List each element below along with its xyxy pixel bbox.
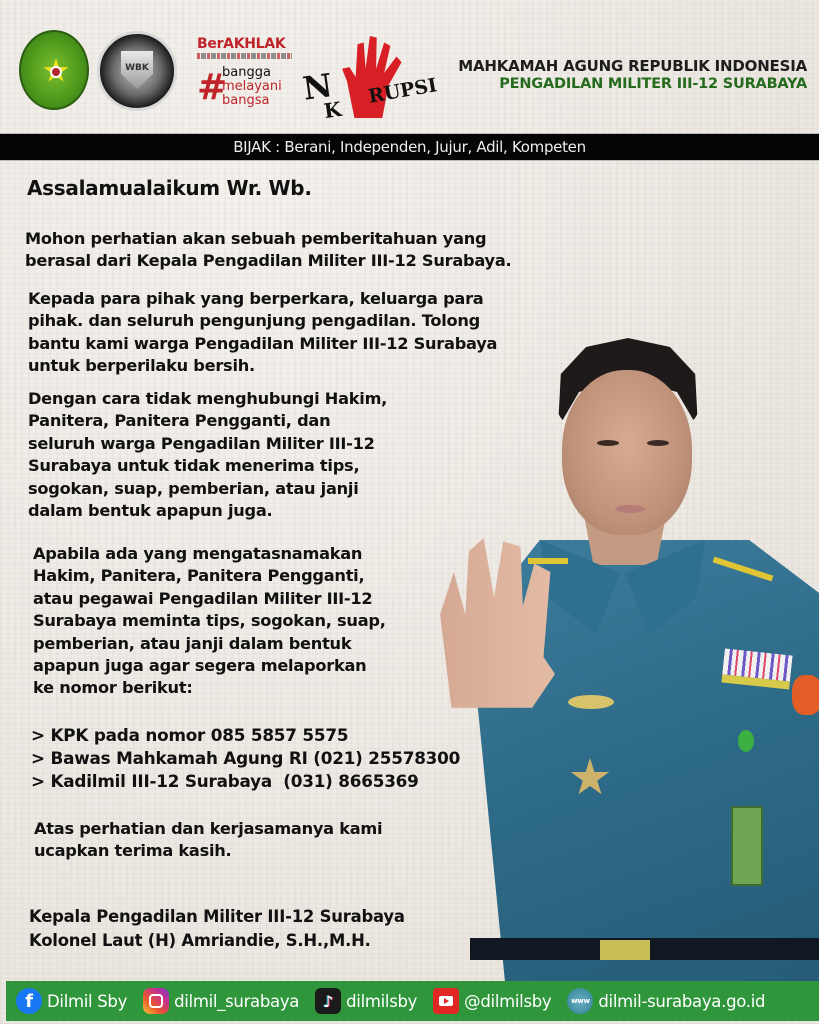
paragraph-method: Dengan cara tidak menghubungi Hakim, Panitera, Panitera Pengganti, dan seluruh warga Pengadilan Militer III-12 Surabaya untuk tidak menerima tips, sogokan, suap, pemberian, atau janji dalam bentuk apapun juga. <box>28 389 388 521</box>
org-unit: PENGADILAN MILITER III-12 SURABAYA <box>499 76 807 92</box>
signature-name: Kolonel Laut (H) Amriandie, S.H.,M.H. <box>29 931 371 950</box>
signature-block <box>29 905 405 953</box>
paragraph-report: Apabila ada yang mengatasnamakan Hakim, Panitera, Panitera Pengganti, atau pegawai Pengadilan Militer III-12 Surabaya meminta tips, sogokan, suap, pemberian, atau janji dalam bentuk apapun juga agar segera melaporkan ke nomor berikut: <box>33 544 386 698</box>
contact-bawas: > Bawas Mahkamah Agung RI (021) 25578300 <box>31 748 461 768</box>
website-icon: www <box>567 988 593 1014</box>
officer-eye-left <box>597 440 619 446</box>
no-korupsi-n: N <box>300 66 335 108</box>
berakhlak-tagline <box>197 53 292 59</box>
social-footer <box>6 981 819 1021</box>
contact-kpk: > KPK pada nomor 085 5857 5575 <box>31 725 349 745</box>
wbk-zona-integritas-emblem <box>97 31 177 111</box>
youtube-icon <box>433 988 459 1014</box>
facebook-icon: f <box>16 988 42 1014</box>
tiktok-handle: dilmilsby <box>346 991 418 1011</box>
website-url: dilmil-surabaya.go.id <box>598 991 766 1011</box>
facebook-handle: Dilmil Sby <box>47 991 128 1011</box>
social-website[interactable] <box>567 988 765 1014</box>
officer-mouth <box>615 505 645 513</box>
wbk-label: WBK <box>125 63 149 73</box>
paragraph-intro: Mohon perhatian akan sebuah pemberitahuan yang berasal dari Kepala Pengadilan Militer III-12 Surabaya. <box>25 229 512 271</box>
contact-list <box>31 724 460 793</box>
youtube-handle: @dilmilsby <box>464 991 552 1011</box>
tiktok-icon: ♪ <box>315 988 341 1014</box>
officer-eye-right <box>647 440 669 446</box>
id-card <box>731 806 763 886</box>
officer-photo <box>440 330 819 981</box>
bangga-line-2: melayani <box>222 79 282 94</box>
bijak-values-bar: BIJAK : Berani, Independen, Jujur, Adil, Kompeten <box>0 133 819 161</box>
social-instagram[interactable] <box>143 988 299 1014</box>
social-tiktok[interactable] <box>315 988 417 1014</box>
medal-ribbons <box>721 649 792 690</box>
signature-title: Kepala Pengadilan Militer III-12 Surabaya <box>29 907 405 926</box>
greeting: Assalamualaikum Wr. Wb. <box>27 176 312 200</box>
berakhlak-logo: BerAKHLAK <box>197 36 286 52</box>
shoulder-patch <box>792 675 819 715</box>
paragraph-request: Kepada para pihak yang berperkara, keluarga para pihak. dan seluruh pengunjung pengadilan. Tolong bantu kami warga Pengadilan Militer III-12 Surabaya untuk berperilaku bersih. <box>28 289 498 376</box>
epaulet-left <box>528 558 568 564</box>
no-korupsi-k: K <box>322 96 343 124</box>
bangga-line-1: bangga <box>222 65 271 80</box>
bangga-line-3: bangsa <box>222 93 270 108</box>
hashtag-icon: # <box>197 67 228 108</box>
contact-kadilmil: > Kadilmil III-12 Surabaya (031) 8665369 <box>31 771 419 791</box>
instagram-handle: dilmil_surabaya <box>174 991 300 1011</box>
closing-text: Atas perhatian dan kerjasamanya kami ucapkan terima kasih. <box>34 819 383 861</box>
no-korupsi-rupsi: RUPSI <box>366 74 439 108</box>
instagram-icon <box>143 988 169 1014</box>
no-korupsi-logo <box>300 28 439 128</box>
org-name: MAHKAMAH AGUNG REPUBLIK INDONESIA <box>458 57 807 75</box>
mahkamah-agung-emblem <box>19 30 89 110</box>
emblem-core-icon <box>50 66 62 78</box>
organization-title <box>458 57 807 93</box>
social-youtube[interactable] <box>433 988 551 1014</box>
social-facebook[interactable] <box>16 988 127 1014</box>
belt-buckle <box>600 940 650 960</box>
lanyard-clip <box>738 730 754 752</box>
bangga-melayani-bangsa-logo <box>222 66 282 108</box>
wings-badge-icon <box>568 695 614 709</box>
